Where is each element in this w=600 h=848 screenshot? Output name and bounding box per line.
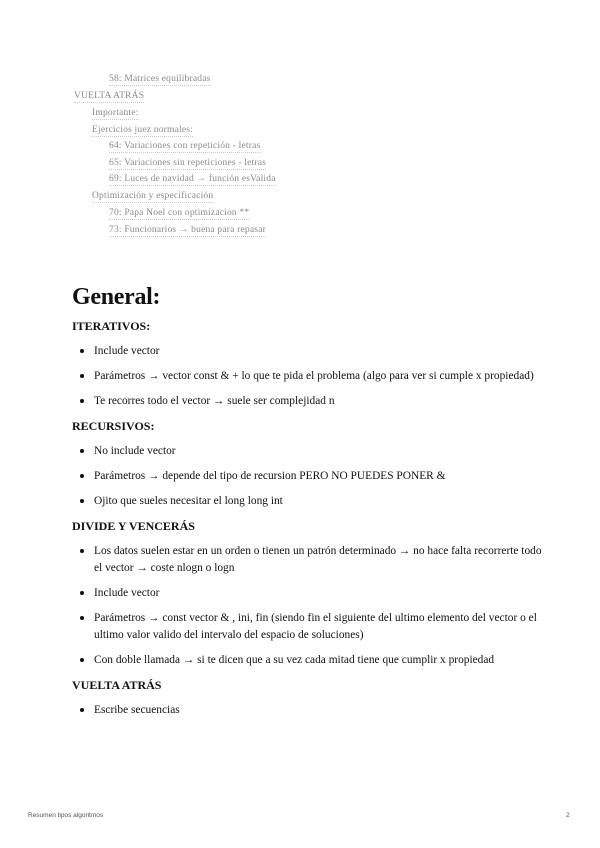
toc-link[interactable]: 70: Papa Noel con optimizacion ** [109, 208, 250, 218]
footer-page-number: 2 [566, 812, 570, 819]
toc-link[interactable]: 73: Funcionarios → buena para repasar [109, 225, 266, 235]
toc-link[interactable]: VUELTA ATRÁS [74, 91, 145, 101]
section-title: ITERATIVOS: [72, 319, 151, 333]
toc-link[interactable]: 69: Luces de navidad → función esValida [109, 174, 276, 184]
toc-link[interactable]: 64: Variaciones con repetición - letras [109, 141, 261, 151]
bullet-list [72, 543, 542, 669]
list-item: Include vector [72, 585, 542, 602]
list-item: Parámetros → vector const & + lo que te pida el problema (algo para ver si cumple x propiedad) [72, 368, 542, 385]
section-title: DIVIDE Y VENCERÁS [72, 519, 195, 533]
list-item: Los datos suelen estar en un orden o tienen un patrón determinado → no hace falta recorrerte todo el vector → coste nlogn o logn [72, 543, 542, 577]
toc-link[interactable]: 65: Variaciones sin repeticiones - letras [109, 158, 267, 168]
toc-link[interactable]: Optimización y especificación [92, 191, 214, 201]
toc-link[interactable]: Importante: [92, 108, 139, 118]
list-item: Ojito que sueles necesitar el long long int [72, 493, 542, 510]
bullet-list [72, 343, 542, 410]
list-item: Include vector [72, 343, 542, 360]
toc-link[interactable]: 58: Matrices equilibradas [109, 74, 211, 84]
section-title: RECURSIVOS: [72, 419, 155, 433]
list-item: Con doble llamada → si te dicen que a su vez cada mitad tiene que cumplir x propiedad [72, 652, 542, 669]
bullet-list [72, 702, 542, 719]
bullet-list [72, 443, 542, 510]
footer-document-title: Resumen tipos algoritmos [28, 812, 104, 819]
list-item: Escribe secuencias [72, 702, 542, 719]
page-heading: General: [72, 284, 161, 310]
main-content [72, 284, 542, 728]
list-item: Parámetros → const vector & , ini, fin (siendo fin el siguiente del ultimo elemento del vector o el ultimo valor valido del intervalo del espacio de soluciones) [72, 610, 542, 644]
list-item: Te recorres todo el vector → suele ser complejidad n [72, 393, 542, 410]
section-title: VUELTA ATRÁS [72, 678, 162, 692]
toc-link[interactable]: Ejercicios juez normales: [92, 125, 194, 135]
list-item: No include vector [72, 443, 542, 460]
list-item: Parámetros → depende del tipo de recursion PERO NO PUEDES PONER & [72, 468, 542, 485]
